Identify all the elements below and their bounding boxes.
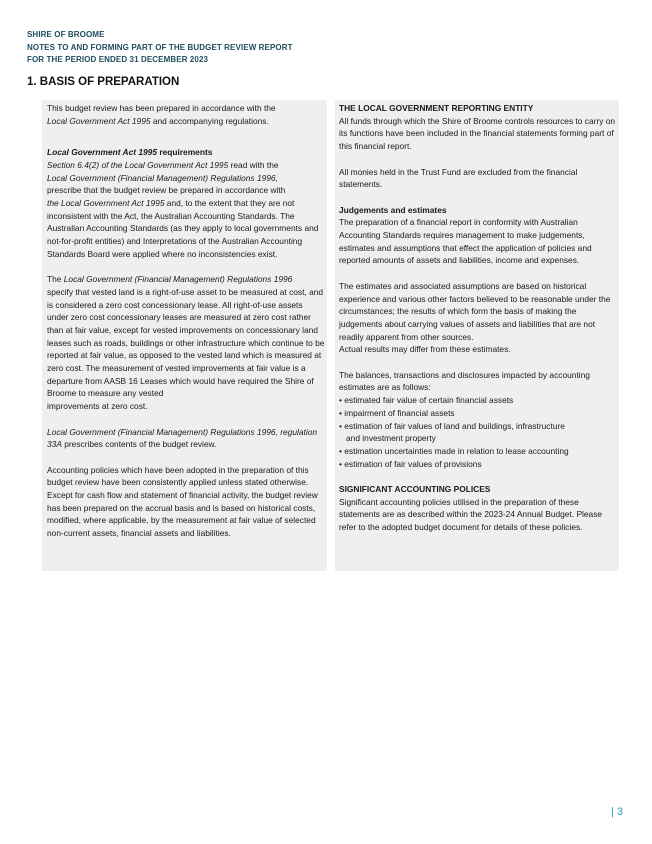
significant-policies-paragraph: Significant accounting policies utilised in the preparation of these statements are as described within the 2023-24 Annual Budget. Please refer to the adopted budget document for details of these policies. [339,496,603,533]
list-item: • impairment of financial assets [339,407,455,418]
requirements-paragraph: Section 6.4(2) of the Local Government Act 1995 read with the Local Government (Financial Management) Regulations 1996, prescribe that the budget review be prepared in accordance with the Local Government Act 1995 and, to the extent that they are not inconsistent with the Act, the Australian Accounting Standards. The Australian Accounting Standards (as they apply to local governments and not-for-profit entities) and Interpretations of the Australian Accounting Standards Board were applied where no inconsistencies exist. [47,159,319,259]
list-item-continuation: and investment property [346,433,436,444]
accounting-policies-paragraph: Accounting policies which have been adopted in the preparation of this budget review have been consistently applied unless stated otherwise. Except for cash flow and statement of financial activity, the budget review has been prepared on the accrual basis and is based on historical costs, modified, where applicable, by the measurement at fair value of selected non-current assets, financial assets and liabilities. [47,464,318,539]
significant-policies-heading: SIGNIFICANT ACCOUNTING POLICES [339,484,491,495]
organisation-name: SHIRE OF BROOME [27,30,105,39]
left-column [42,100,327,571]
requirements-heading: Local Government Act 1995 requirements [47,147,213,158]
report-title: NOTES TO AND FORMING PART OF THE BUDGET REVIEW REPORT [27,42,293,52]
actual-results-line: Actual results may differ from these estimates. [339,344,511,355]
estimates-intro: The balances, transactions and disclosures impacted by accounting estimates are as follows: [339,369,590,393]
report-header [27,29,293,67]
judgements-paragraph: The preparation of a financial report in conformity with Australian Accounting Standards requires management to make judgements, estimates and assumptions that effect the application of policies and reported amounts of assets and liabilities, income and expenses. [339,217,592,266]
section-title: 1. BASIS OF PREPARATION [27,76,180,88]
estimates-paragraph: The estimates and associated assumptions are based on historical experience and various other factors believed to be reasonable under the circumstances; the results of which form the basis of making the judgements about carrying values of assets and liabilities that are not readily apparent from other sources. [339,280,611,342]
vested-land-paragraph: The Local Government (Financial Management) Regulations 1996 specify that vested land is a right-of-use asset to be measured at cost, and is considered a zero cost concessionary lease. All right-of-use assets under zero cost concessionary leases are measured at zero cost rather than at fair value, except for vested improvements on concessionary land leases such as roads, buildings or other infrastructure which continue to be reported at fair value, as opposed to the vested land which is measured at zero cost. The measurement of vested improvements at fair value is a departure from AASB 16 Leases which would have required the Shire of Broome to measure any vested improvements at zero cost. [47,274,325,412]
reporting-entity-paragraph: All funds through which the Shire of Broome controls resources to carry on its functions have been included in the financial statements forming part of this financial report. [339,115,616,152]
list-item: • estimation of fair values of land and buildings, infrastructure [339,420,565,431]
page-number: | 3 [611,806,624,818]
judgements-heading: Judgements and estimates [339,204,447,215]
reporting-entity-heading: THE LOCAL GOVERNMENT REPORTING ENTITY [339,103,534,113]
list-item: • estimation of fair values of provisions [339,458,482,469]
intro-paragraph: This budget review has been prepared in accordance with the Local Government Act 1995 and accompanying regulations. [47,103,276,126]
right-column [335,100,619,571]
list-item: • estimation uncertainties made in relation to lease accounting [339,445,569,456]
report-period: FOR THE PERIOD ENDED 31 DECEMBER 2023 [27,55,209,64]
list-item: • estimated fair value of certain financial assets [339,395,514,406]
trust-fund-paragraph: All monies held in the Trust Fund are excluded from the financial statements. [339,166,578,190]
regulation-paragraph: Local Government (Financial Management) Regulations 1996, regulation 33A prescribes contents of the budget review. [47,426,318,450]
